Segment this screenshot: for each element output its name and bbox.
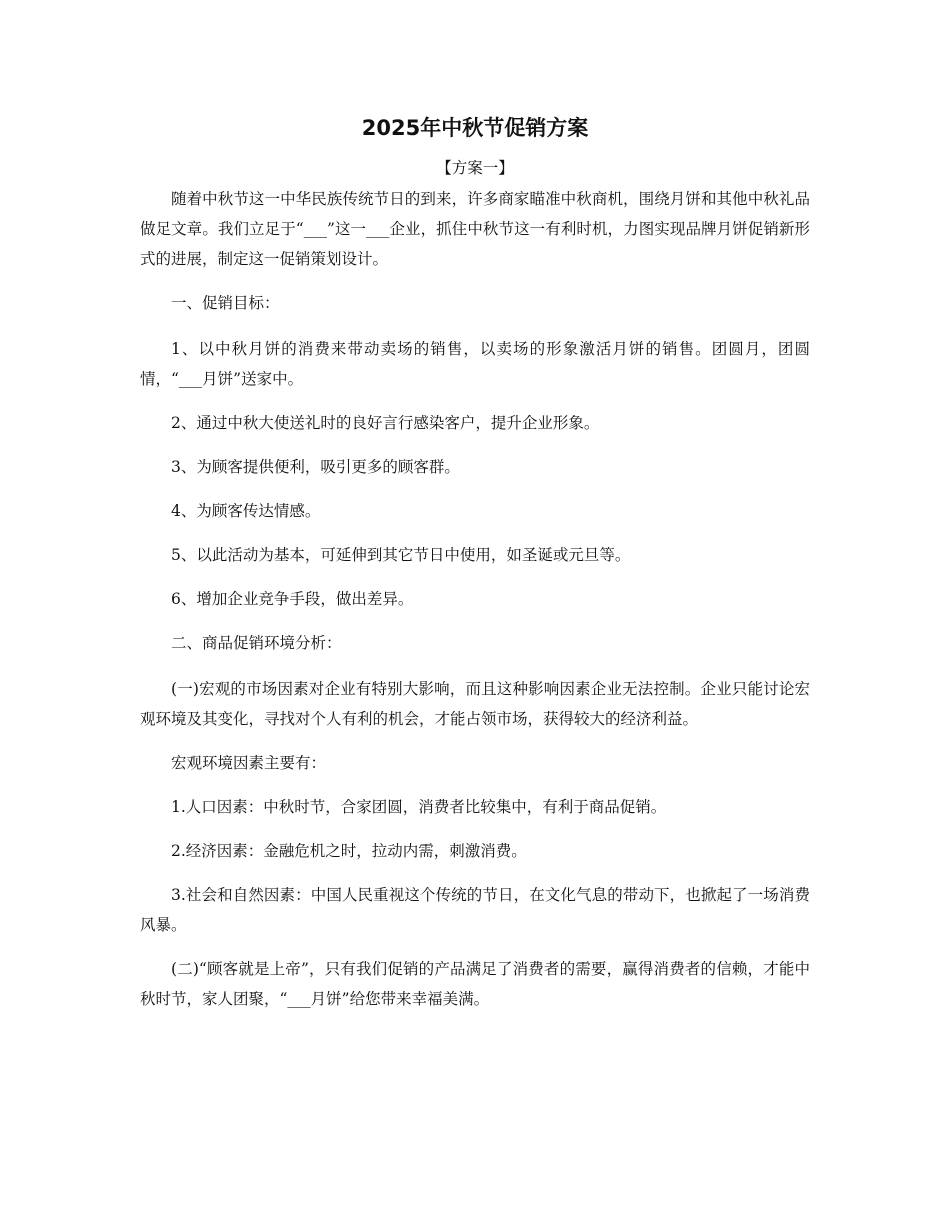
document-subtitle: 【方案一】 <box>436 159 514 177</box>
section-heading-analysis: 二、商品促销环境分析： <box>171 634 342 652</box>
list-item-goal-1: 1、以中秋月饼的消费来带动卖场的销售，以卖场的形象激活月饼的销售。团圆月，团圆情，“___月饼”送家中。 <box>140 340 810 388</box>
section-heading-goals: 一、促销目标： <box>171 294 280 312</box>
list-item-goal-4: 4、为顾客传达情感。 <box>171 502 321 520</box>
paragraph-macro-factors: (一)宏观的市场因素对企业有特别大影响，而且这种影响因素企业无法控制。企业只能讨论宏观环境及其变化，寻找对个人有利的机会，才能占领市场，获得较大的经济利益。 <box>140 680 810 728</box>
list-item-goal-5: 5、以此活动为基本，可延伸到其它节日中使用，如圣诞或元旦等。 <box>171 546 631 564</box>
paragraph-macro-list-intro: 宏观环境因素主要有： <box>171 754 327 772</box>
document-page <box>140 112 810 1028</box>
document-title: 2025年中秋节促销方案 <box>361 116 589 140</box>
paragraph-intro: 随着中秋节这一中华民族传统节日的到来，许多商家瞄准中秋商机，围绕月饼和其他中秋礼品做足文章。我们立足于“___”这一___企业，抓住中秋节这一有利时机，力图实现品牌月饼促销新形式的进展，制定这一促销策划设计。 <box>140 190 810 268</box>
list-item-goal-6: 6、增加企业竞争手段，做出差异。 <box>171 590 414 608</box>
list-item-population: 1.人口因素：中秋时节，合家团圆，消费者比较集中，有利于商品促销。 <box>171 798 667 816</box>
list-item-goal-3: 3、为顾客提供便利，吸引更多的顾客群。 <box>171 458 460 476</box>
paragraph-customer: (二)“顾客就是上帝”，只有我们促销的产品满足了消费者的需要，赢得消费者的信赖，才能中秋时节，家人团聚，“___月饼”给您带来幸福美满。 <box>140 960 810 1008</box>
list-item-society: 3.社会和自然因素：中国人民重视这个传统的节日，在文化气息的带动下，也掀起了一场消费风暴。 <box>140 886 810 934</box>
list-item-economy: 2.经济因素：金融危机之时，拉动内需，刺激消费。 <box>171 842 527 860</box>
list-item-goal-2: 2、通过中秋大使送礼时的良好言行感染客户，提升企业形象。 <box>171 414 600 432</box>
